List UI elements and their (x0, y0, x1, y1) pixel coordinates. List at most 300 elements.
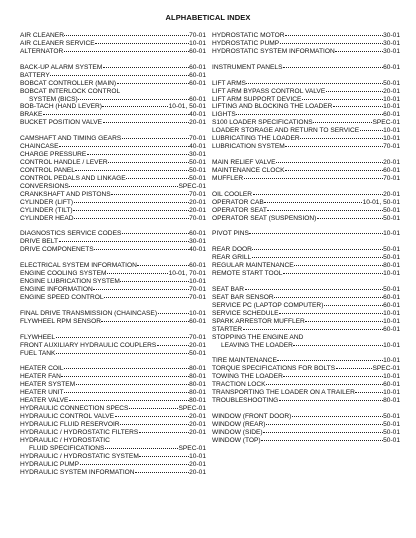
dot-leader (61, 373, 188, 377)
dot-leader (56, 350, 189, 354)
index-entry (212, 103, 400, 111)
dot-leader (74, 215, 189, 219)
index-entry (20, 64, 206, 72)
dot-leader (93, 286, 188, 290)
index-entry (20, 246, 206, 254)
index-entry-page: 60-01 (383, 293, 400, 301)
index-entry-page: 20-01 (189, 428, 206, 436)
index-entry-page: 70-01 (189, 190, 206, 198)
index-entry (20, 445, 206, 453)
index-entry-page: SPEC-01 (178, 405, 206, 413)
index-entry-page: 60-01 (189, 47, 206, 55)
index-entry-page: 50-01 (189, 174, 206, 182)
index-entry-label: FUEL TANK (20, 349, 56, 357)
index-entry-page: 20-01 (189, 206, 206, 214)
index-entry-label: MAIN RELIEF VALVE (212, 159, 276, 166)
index-entry-label: SERVICE SCHEDULE (212, 309, 279, 317)
index-entry-page: 50-01 (383, 246, 400, 254)
index-entry (212, 215, 400, 223)
index-entry-page: 50-01 (383, 206, 400, 214)
dot-leader (261, 437, 383, 441)
index-entry-page: 70-01 (189, 286, 206, 293)
index-entry-label: BOBCAT CONTROLLER (MAIN) (20, 79, 117, 87)
index-entry-page: 60-01 (189, 63, 206, 71)
index-entry-label: HEATER FAN (20, 373, 61, 381)
index-entry-label: INSTRUMENT PANELS (212, 63, 283, 71)
index-entry-page: 50-01 (383, 286, 400, 293)
index-spacer (212, 223, 400, 231)
dot-leader (274, 294, 382, 298)
dot-leader (285, 32, 383, 36)
dot-leader (158, 310, 189, 314)
dot-leader (64, 389, 189, 393)
dot-leader (122, 230, 189, 234)
index-entry-page: 50-01 (189, 159, 206, 166)
dot-leader (293, 342, 382, 346)
dot-leader (263, 429, 383, 433)
index-entry (20, 342, 206, 350)
index-spacer (20, 56, 206, 64)
index-entry-page: 10-01 (189, 452, 206, 460)
index-entry (20, 111, 206, 119)
index-entry-page: 70-01 (189, 135, 206, 143)
dot-leader (326, 88, 383, 92)
dot-leader (73, 207, 188, 211)
index-entry (20, 365, 206, 373)
dot-leader (264, 199, 362, 203)
index-entry-label: CYLINDER (LIFT) (20, 198, 74, 206)
index-entry (212, 381, 400, 389)
index-entry-page: 40-01 (189, 246, 206, 254)
index-entry-page: 10-01 (383, 230, 400, 238)
index-entry-label: TRACTION LOCK (212, 381, 266, 389)
index-entry-label: REAR DOOR (212, 246, 252, 254)
index-entry-page: 50-01 (383, 214, 400, 222)
index-entry-label: LOADER STORAGE AND RETURN TO SERVICE (212, 127, 360, 135)
index-spacer (212, 56, 400, 64)
index-entry-page: SPEC-01 (178, 182, 206, 190)
index-entry-label: LIFT ARM BYPASS CONTROL VALVE (212, 87, 326, 95)
index-entry-label: WINDOW (SIDE) (212, 428, 263, 436)
index-entry (20, 143, 206, 151)
index-entry-label: STARTER (212, 325, 243, 333)
index-entry-page: 10-01 (383, 103, 400, 111)
index-entry-page: SPEC-01 (372, 119, 400, 127)
dot-leader (117, 80, 189, 84)
index-entry (20, 88, 206, 96)
index-entry-label: HEATER UNIT (20, 389, 64, 397)
index-entry-page: 20-01 (189, 420, 206, 428)
dot-leader (69, 183, 178, 187)
index-entry-page: 80-01 (189, 389, 206, 397)
index-entry (212, 286, 400, 294)
index-entry-page: 10-01 (383, 270, 400, 278)
index-entry (212, 318, 400, 326)
dot-leader (137, 262, 188, 266)
dot-leader (300, 135, 382, 139)
index-entry-page: 50-01 (383, 436, 400, 444)
dot-leader (43, 111, 189, 115)
index-entry (20, 262, 206, 270)
index-entry-page: 70-01 (383, 174, 400, 182)
index-entry-page: 80-01 (189, 381, 206, 389)
dot-leader (102, 103, 168, 107)
index-entry-label: SPARK ARRESTOR MUFFLER (212, 317, 305, 325)
dot-leader (305, 318, 382, 322)
dot-leader (317, 215, 383, 219)
index-entry-page: 70-01 (189, 214, 206, 222)
index-entry (20, 159, 206, 167)
index-entry (20, 421, 206, 429)
index-entry (20, 151, 206, 159)
index-spacer (20, 302, 206, 310)
index-entry (212, 48, 400, 56)
dot-leader (285, 167, 383, 171)
index-entry-page: 70-01 (383, 143, 400, 151)
index-entry-page: 60-01 (383, 111, 400, 119)
index-entry-label: LUBRICATION SYSTEM (212, 143, 285, 151)
index-entry (20, 135, 206, 143)
index-entry (212, 191, 400, 199)
index-entry-page: 80-01 (189, 397, 206, 405)
index-entry (20, 175, 206, 183)
index-entry-label: SYSTEM (BICS) (29, 95, 78, 103)
index-entry (212, 199, 400, 207)
index-entry-page: 20-01 (189, 468, 206, 476)
index-entry-page: 10-01 (383, 135, 400, 143)
index-entry (212, 32, 400, 40)
index-spacer (212, 151, 400, 159)
index-entry-label: BOB-TACH (HAND LEVER) (20, 103, 102, 111)
index-entry-label: TROUBLESHOOTING (212, 397, 279, 405)
index-entry-label: BUCKET POSITION VALVE (20, 119, 103, 127)
dot-leader (126, 175, 188, 179)
index-entry-page: 60-01 (383, 301, 400, 309)
index-entry-label: FLYWHEEL RPM SENSOR (20, 317, 101, 325)
index-entry-label: ALTERNATOR (20, 47, 64, 55)
dot-leader (355, 389, 382, 393)
dot-leader (244, 175, 383, 179)
dot-leader (285, 143, 382, 147)
page-title: ALPHABETICAL INDEX (165, 13, 251, 22)
index-entry (20, 207, 206, 215)
index-entry (212, 421, 400, 429)
index-entry-label: FLYWHEEL (20, 333, 56, 341)
dot-leader (80, 461, 189, 465)
index-entry-label: HEATER COIL (20, 365, 64, 373)
dot-leader (252, 254, 383, 258)
index-entry-label: HYDROSTATIC SYSTEM INFORMATION (212, 47, 335, 55)
index-entry (20, 469, 206, 477)
index-entry-label: LIFT ARMS (212, 79, 246, 87)
index-entry (212, 294, 400, 302)
index-entry-label: CAMSHAFT AND TIMING GEARS (20, 135, 122, 143)
index-entry-label: ELECTRICAL SYSTEM INFORMATION (20, 262, 137, 270)
index-entry-label: BATTERY (20, 71, 50, 79)
dot-leader (95, 40, 188, 44)
index-entry-label: DRIVE COMPONENETS (20, 246, 94, 254)
dot-leader (280, 40, 383, 44)
index-entry-label: SEAT BAR (212, 286, 245, 293)
index-entry-label: ENGINE LUBRICATION SYSTEM (20, 278, 120, 286)
index-entry-page: 20-01 (383, 159, 400, 166)
index-entry-label: CONTROL HANDLE / LEVER (20, 159, 108, 166)
index-entry (20, 183, 206, 191)
dot-leader (76, 381, 189, 385)
dot-leader (94, 246, 188, 250)
index-entry (212, 254, 400, 262)
index-entry-label: WINDOW (TOP) (212, 436, 261, 444)
index-entry-page: 20-01 (189, 460, 206, 468)
dot-leader (74, 199, 189, 203)
index-entry-page: 30-01 (189, 238, 206, 246)
index-entry (212, 127, 400, 135)
dot-leader (139, 453, 188, 457)
index-entry-page: 50-01 (383, 254, 400, 262)
index-entry (212, 159, 400, 167)
dot-leader (279, 397, 383, 401)
index-entry (212, 326, 400, 334)
dot-leader (108, 159, 188, 163)
index-entry (20, 238, 206, 246)
index-entry (212, 88, 400, 96)
index-entry-label: DRIVE BELT (20, 238, 58, 246)
index-spacer (20, 357, 206, 365)
dot-leader (283, 270, 383, 274)
index-entry-label: CYLINDER (TILT) (20, 206, 73, 214)
dot-leader (56, 334, 189, 338)
index-entry (212, 437, 400, 445)
index-entry (212, 373, 400, 381)
index-spacer (212, 405, 400, 413)
index-entry-page: 80-01 (383, 262, 400, 270)
index-entry (20, 373, 206, 381)
index-entry-page: 50-01 (383, 413, 400, 420)
index-entry-label: PIVOT PINS (212, 230, 249, 238)
index-entry-label: SERVICE PC (LAPTOP COMPUTER) (212, 301, 324, 309)
index-spacer (20, 223, 206, 231)
index-entry (212, 334, 400, 342)
index-entry-page: 60-01 (383, 381, 400, 389)
index-entry (20, 413, 206, 421)
dot-leader (283, 64, 383, 68)
index-entry (212, 40, 400, 48)
index-entry-label: OPERATOR CAB (212, 198, 264, 206)
index-entry (20, 461, 206, 469)
dot-leader (115, 413, 189, 417)
index-entry-page: 10-01 (383, 357, 400, 365)
index-entry-label: HYDROSTATIC MOTOR (212, 32, 285, 39)
dot-leader (129, 405, 178, 409)
index-entry-page: 30-01 (383, 39, 400, 47)
index-entry (212, 310, 400, 318)
dot-leader (283, 373, 382, 377)
dot-leader (101, 318, 188, 322)
index-entry (20, 437, 206, 445)
index-entry-label: TRANSPORTING THE LOADER ON A TRAILER (212, 389, 355, 397)
index-entry (20, 48, 206, 56)
index-entry-page: SPEC-01 (372, 365, 400, 373)
index-entry-page: 60-01 (189, 79, 206, 87)
index-entry-page: 80-01 (189, 373, 206, 381)
index-entry-label: ENGINE COOLING SYSTEM (20, 270, 107, 278)
index-entry-page: 50-01 (383, 79, 400, 87)
index-entry (212, 429, 400, 437)
dot-leader (107, 270, 168, 274)
index-entry-page: 20-01 (189, 198, 206, 206)
index-entry (212, 111, 400, 119)
index-entry (20, 119, 206, 127)
index-entry-page: 10-01, 70-01 (168, 270, 206, 278)
index-column-left (20, 32, 206, 477)
dot-leader (69, 397, 189, 401)
index-entry-page: 10-01 (189, 39, 206, 47)
index-entry-label: OIL COOLER (212, 190, 253, 198)
index-entry-label: LIFT ARM SUPPORT DEVICE (212, 95, 302, 103)
index-entry (20, 270, 206, 278)
index-entry-label: HYDRAULIC / HYDROSTATIC SYSTEM (20, 452, 139, 460)
dot-leader (157, 342, 189, 346)
index-entry (20, 381, 206, 389)
index-entry (20, 72, 206, 80)
dot-leader (50, 72, 188, 76)
index-entry-label: OPERATOR SEAT (212, 206, 267, 214)
index-entry-page: 60-01 (189, 71, 206, 79)
dot-leader (335, 48, 382, 52)
index-entry-page: 80-01 (189, 365, 206, 373)
index-entry-label: FLUID SPECIFICATIONS (29, 444, 105, 452)
index-entry (212, 64, 400, 72)
dot-leader (75, 167, 188, 171)
index-entry (212, 230, 400, 238)
dot-leader (105, 445, 178, 449)
dot-leader (120, 278, 188, 282)
dot-leader (313, 119, 372, 123)
index-entry (20, 191, 206, 199)
index-entry (20, 310, 206, 318)
index-entry-label: HYDRAULIC FLUID RESERVOIR (20, 420, 120, 428)
dot-leader (78, 96, 188, 100)
index-entry-page: 10-01, 50-01 (168, 103, 206, 111)
index-entry-label: HYDRAULIC PUMP (20, 460, 79, 468)
index-entry-page: 70-01 (189, 32, 206, 39)
index-entry (212, 413, 400, 421)
index-entry-page: 40-01 (189, 143, 206, 151)
index-entry-page: 60-01 (189, 230, 206, 238)
dot-leader (292, 413, 383, 417)
index-entry (20, 167, 206, 175)
index-entry (212, 175, 400, 183)
dot-leader (279, 310, 383, 314)
index-entry-label: S100 LOADER SPECIFICATIONS (212, 119, 313, 127)
index-entry (212, 167, 400, 175)
index-entry (20, 294, 206, 302)
index-entry-page: 10-01 (189, 278, 206, 286)
index-entry-label: HYDRAULIC / HYDROSTATIC FILTERS (20, 428, 139, 436)
index-entry-page: 60-01 (383, 325, 400, 333)
index-entry-page: 60-01 (189, 262, 206, 270)
index-entry (212, 143, 400, 151)
index-entry-label: WINDOW (FRONT DOOR) (212, 413, 292, 420)
index-spacer (212, 278, 400, 286)
index-entry (20, 40, 206, 48)
dot-leader (324, 302, 383, 306)
dot-leader (59, 238, 189, 242)
index-entry (212, 80, 400, 88)
index-entry-label: REAR GRILL (212, 254, 252, 262)
index-entry-label: MAINTENANCE CLOCK (212, 166, 285, 174)
index-entry (20, 350, 206, 358)
index-entry-label: BOBCAT INTERLOCK CONTROL (20, 87, 121, 95)
dot-leader (360, 127, 383, 131)
index-entry-page: 30-01 (383, 32, 400, 39)
index-entry-label: HEATER VALVE (20, 397, 69, 405)
index-entry (20, 96, 206, 104)
index-entry-label: LIGHTS (212, 111, 236, 119)
index-entry (212, 397, 400, 405)
index-entry-page: SPEC-01 (178, 444, 206, 452)
index-spacer (212, 238, 400, 246)
index-entry-page: 60-01 (383, 63, 400, 71)
index-entry (212, 342, 400, 350)
index-entry-page: 10-01 (383, 317, 400, 325)
index-entry (20, 397, 206, 405)
index-entry-label: LEAVING THE LOADER (221, 341, 293, 349)
dot-leader (103, 119, 189, 123)
dot-leader (253, 191, 383, 195)
index-entry-page: 10-01 (383, 309, 400, 317)
index-entry-label: AIR CLEANER SERVICE (20, 39, 95, 47)
index-entry-label: ENGINE INFORMATION (20, 286, 93, 293)
index-entry-label: DIAGNOSTICS SERVICE CODES (20, 230, 122, 238)
index-entry-label: CONTROL PANEL (20, 166, 75, 174)
index-spacer (20, 326, 206, 334)
dot-leader (139, 429, 189, 433)
index-entry-label: BACK-UP ALARM SYSTEM (20, 63, 103, 71)
index-entry-page: 50-01 (189, 166, 206, 174)
index-entry-page: 20-01 (383, 87, 400, 95)
index-entry-label: AIR CLEANER (20, 32, 64, 39)
index-entry-page: 60-01 (189, 317, 206, 325)
index-entry-label: LIFTING AND BLOCKING THE LOADER (212, 103, 333, 111)
index-entry (20, 215, 206, 223)
index-entry (212, 262, 400, 270)
index-entry-label: OPERATOR SEAT (SUSPENSION) (212, 214, 317, 222)
index-entry-page: 80-01 (383, 397, 400, 405)
index-entry (212, 96, 400, 104)
dot-leader (243, 326, 383, 330)
index-entry (20, 453, 206, 461)
dot-leader (120, 421, 189, 425)
index-entry-label: HYDRAULIC CONTROL VALVE (20, 413, 115, 420)
dot-leader (122, 135, 189, 139)
index-column-right (212, 32, 400, 445)
index-entry-page: 60-01 (383, 166, 400, 174)
index-entry-page: 20-01 (189, 119, 206, 127)
index-entry-page: 40-01 (189, 111, 206, 119)
index-entry-label: STOPPING THE ENGINE AND (212, 333, 304, 341)
index-entry-label: REGULAR MAINTENANCE (212, 262, 294, 270)
index-entry-page: 10-01 (383, 127, 400, 135)
dot-leader (59, 143, 189, 147)
index-entry (20, 278, 206, 286)
index-entry (20, 32, 206, 40)
dot-leader (87, 151, 189, 155)
index-spacer (212, 183, 400, 191)
index-entry-label: TOWING THE LOADER (212, 373, 283, 381)
index-entry-label: HYDRAULIC SYSTEM INFORMATION (20, 468, 135, 476)
index-entry-label: CONVERSIONS (20, 182, 69, 190)
